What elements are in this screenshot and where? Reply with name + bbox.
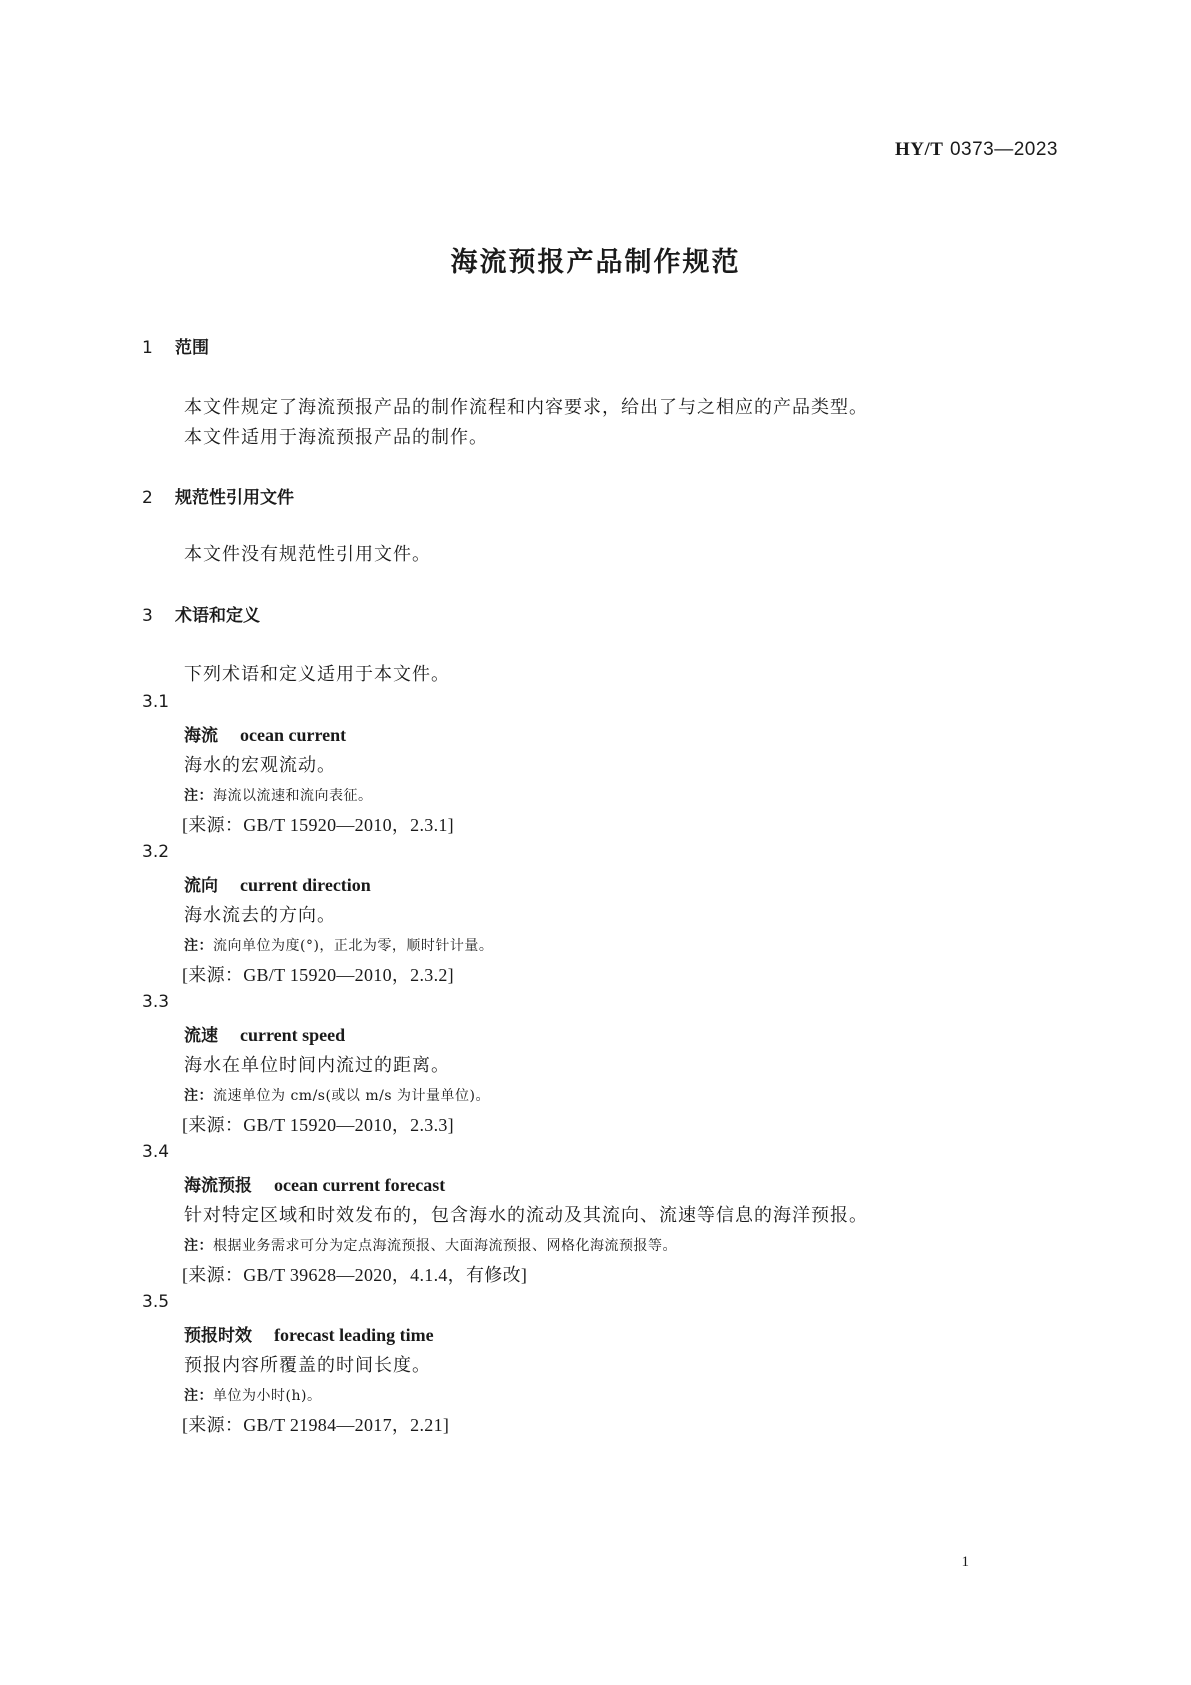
note-label: 注： [184, 788, 213, 804]
term-source: [来源：GB/T 15920—2010，2.3.2] [182, 965, 454, 985]
term-definition: 海水的宏观流动。 [184, 755, 336, 776]
scope-paragraph-1: 本文件规定了海流预报产品的制作流程和内容要求，给出了与之相应的产品类型。 [184, 397, 868, 418]
term-english: current speed [240, 1025, 346, 1045]
term-number: 3.2 [142, 842, 170, 862]
term-source: [来源：GB/T 39628—2020，4.1.4，有修改] [182, 1265, 528, 1285]
term-number: 3.5 [142, 1292, 170, 1312]
term-number: 3.3 [142, 992, 170, 1012]
term-note [184, 1085, 490, 1105]
term-definition: 针对特定区域和时效发布的，包含海水的流动及其流向、流速等信息的海洋预报。 [184, 1205, 868, 1226]
note-label: 注： [184, 1238, 213, 1254]
term-number: 3.1 [142, 692, 170, 712]
term-definition: 海水在单位时间内流过的距离。 [184, 1055, 450, 1076]
term-chinese: 流速 [184, 1026, 218, 1046]
document-title: 海流预报产品制作规范 [450, 247, 741, 278]
term-english: forecast leading time [274, 1325, 434, 1345]
section-number: 2 [142, 488, 153, 508]
note-label: 注： [184, 1388, 213, 1404]
term-chinese: 流向 [184, 876, 218, 896]
note-label: 注： [184, 938, 213, 954]
term-definition: 海水流去的方向。 [184, 905, 336, 926]
term-note [184, 1235, 677, 1255]
term-title [184, 1321, 434, 1346]
page-number: 1 [961, 1554, 969, 1570]
term-source: [来源：GB/T 15920—2010，2.3.1] [182, 815, 454, 835]
note-text: 海流以流速和流向表征。 [213, 788, 373, 804]
term-chinese: 海流预报 [184, 1176, 252, 1196]
term-title [184, 721, 346, 746]
term-definition: 预报内容所覆盖的时间长度。 [184, 1355, 431, 1376]
term-source: [来源：GB/T 15920—2010，2.3.3] [182, 1115, 454, 1135]
section-number: 3 [142, 606, 153, 626]
term-number: 3.4 [142, 1142, 170, 1162]
term-title [184, 1171, 445, 1196]
note-text: 根据业务需求可分为定点海流预报、大面海流预报、网格化海流预报等。 [213, 1238, 677, 1254]
term-source: [来源：GB/T 21984—2017，2.21] [182, 1415, 450, 1435]
note-text: 流速单位为 cm/s(或以 m/s 为计量单位)。 [213, 1088, 490, 1104]
section-title: 范围 [175, 338, 209, 358]
standard-code-number: 0373—2023 [949, 139, 1058, 160]
term-chinese: 海流 [184, 726, 218, 746]
section-2-heading [142, 483, 294, 508]
standard-code [895, 138, 1058, 161]
term-title [184, 871, 371, 896]
term-english: current direction [240, 875, 371, 895]
section-1-heading [142, 333, 209, 358]
terms-intro-paragraph: 下列术语和定义适用于本文件。 [184, 664, 450, 685]
term-english: ocean current forecast [274, 1175, 446, 1195]
note-text: 流向单位为度(°)，正北为零，顺时针计量。 [213, 938, 494, 954]
term-note [184, 1385, 321, 1405]
scope-paragraph-2: 本文件适用于海流预报产品的制作。 [184, 427, 488, 448]
section-3-heading [142, 601, 260, 626]
standard-code-prefix: HY/T [894, 139, 944, 160]
section-title: 术语和定义 [175, 606, 260, 626]
term-note [184, 785, 373, 805]
normative-references-paragraph: 本文件没有规范性引用文件。 [184, 544, 431, 565]
section-number: 1 [142, 338, 153, 358]
note-label: 注： [184, 1088, 213, 1104]
term-title [184, 1021, 345, 1046]
term-english: ocean current [240, 725, 347, 745]
note-text: 单位为小时(h)。 [213, 1388, 322, 1404]
term-chinese: 预报时效 [184, 1326, 252, 1346]
term-note [184, 935, 493, 955]
section-title: 规范性引用文件 [175, 488, 294, 508]
